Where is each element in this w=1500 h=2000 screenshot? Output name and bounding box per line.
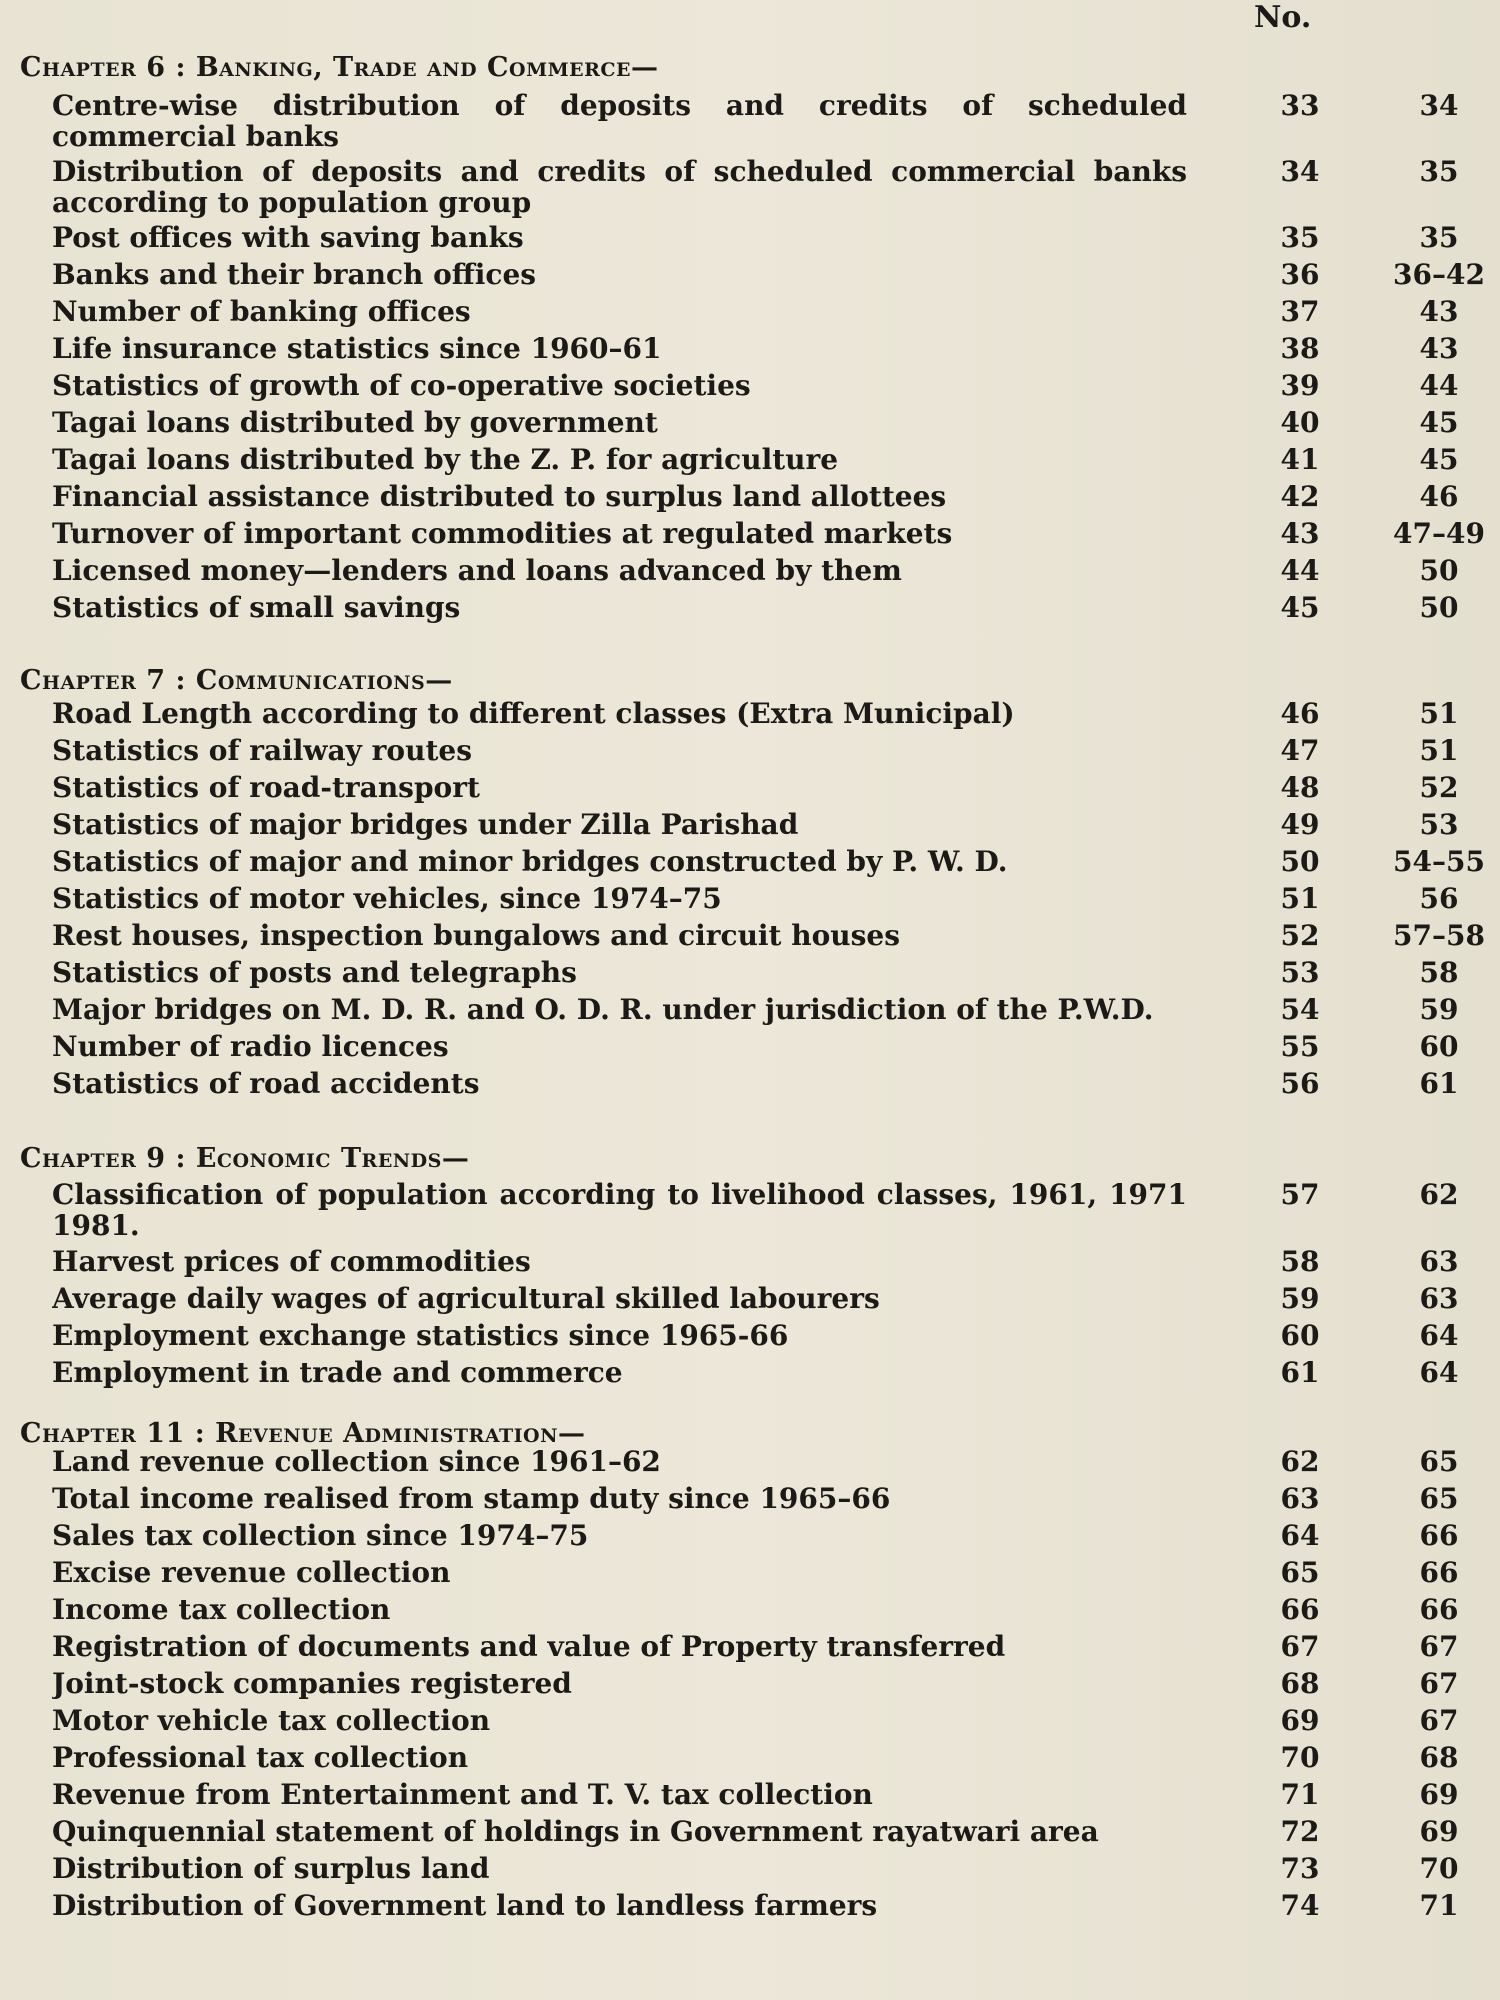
entry-text: Sales tax collection since 1974–75 (52, 1520, 589, 1551)
table-number: 56 (1280, 1067, 1320, 1100)
column-header: No. (1254, 0, 1312, 35)
list-item (0, 1283, 1500, 1320)
entry-text: Motor vehicle tax collection (52, 1705, 491, 1736)
chapter-title: Chapter 7 : Communications— (20, 665, 453, 696)
table-number: 42 (1280, 480, 1320, 513)
list-item (0, 1705, 1500, 1742)
list-item (0, 370, 1500, 407)
page-number: 67 (1419, 1704, 1459, 1737)
table-number: 62 (1280, 1445, 1320, 1478)
entry-text: Classification of population according to livelihood classes, 1961, 1971 1981. (52, 1179, 1187, 1241)
list-item (0, 1179, 1500, 1245)
entry-text: Statistics of road-transport (52, 772, 480, 803)
page-number: 44 (1419, 369, 1459, 402)
entry-text: Turnover of important commodities at regulated markets (52, 518, 953, 549)
list-item (0, 333, 1500, 370)
list-item (0, 846, 1500, 883)
table-number: 54 (1280, 993, 1320, 1026)
page-number: 58 (1419, 956, 1459, 989)
list-item (0, 1816, 1500, 1853)
entry-text: Financial assistance distributed to surplus land allottees (52, 481, 947, 512)
table-number: 46 (1280, 697, 1320, 730)
list-item (0, 407, 1500, 444)
entry-text: Road Length according to different classes (Extra Municipal) (52, 698, 1015, 729)
page-number: 67 (1419, 1630, 1459, 1663)
entry-text: Professional tax collection (52, 1742, 469, 1773)
list-item (0, 555, 1500, 592)
entry-text: Number of banking offices (52, 296, 471, 327)
entry-text: Major bridges on M. D. R. and O. D. R. under jurisdiction of the P.W.D. (52, 994, 1154, 1025)
entry-text: Statistics of growth of co-operative societies (52, 370, 751, 401)
entry-text: Harvest prices of commodities (52, 1246, 531, 1277)
page-number: 65 (1419, 1445, 1459, 1478)
table-number: 49 (1280, 808, 1320, 841)
entry-text: Life insurance statistics since 1960–61 (52, 333, 662, 364)
table-number: 65 (1280, 1556, 1320, 1589)
list-item (0, 772, 1500, 809)
table-number: 64 (1280, 1519, 1320, 1552)
entry-text: Employment exchange statistics since 1965-66 (52, 1320, 789, 1351)
page-number: 68 (1419, 1741, 1459, 1774)
entry-text: Statistics of railway routes (52, 735, 472, 766)
table-number: 73 (1280, 1852, 1320, 1885)
table-number: 47 (1280, 734, 1320, 767)
page-number: 35 (1419, 155, 1459, 188)
page-number: 51 (1419, 734, 1459, 767)
list-item (0, 259, 1500, 296)
page-number: 57–58 (1393, 919, 1485, 952)
table-number: 38 (1280, 332, 1320, 365)
entry-text: Tagai loans distributed by the Z. P. for agriculture (52, 444, 839, 475)
list-item (0, 592, 1500, 629)
list-item (0, 1357, 1500, 1394)
entry-text: Tagai loans distributed by government (52, 407, 658, 438)
page-number: 62 (1419, 1178, 1459, 1211)
list-item (0, 1320, 1500, 1357)
list-item (0, 1557, 1500, 1594)
page-number: 67 (1419, 1667, 1459, 1700)
entry-text: Post offices with saving banks (52, 222, 524, 253)
table-number: 55 (1280, 1030, 1320, 1063)
entry-text: Statistics of road accidents (52, 1068, 480, 1099)
page-number: 36–42 (1393, 258, 1485, 291)
list-item (0, 296, 1500, 333)
chapter-title: Chapter 11 : Revenue Administration— (20, 1418, 586, 1449)
page-number: 54–55 (1393, 845, 1485, 878)
page-number: 52 (1419, 771, 1459, 804)
list-item (0, 518, 1500, 555)
list-item (0, 1742, 1500, 1779)
page-number: 47–49 (1393, 517, 1485, 550)
entry-text: Statistics of posts and telegraphs (52, 957, 577, 988)
entry-text: Distribution of Government land to landless farmers (52, 1890, 878, 1921)
table-number: 58 (1280, 1245, 1320, 1278)
list-item (0, 156, 1500, 222)
table-number: 48 (1280, 771, 1320, 804)
entry-text: Land revenue collection since 1961–62 (52, 1446, 661, 1477)
page-number: 34 (1419, 89, 1459, 122)
page-number: 59 (1419, 993, 1459, 1026)
entry-text: Income tax collection (52, 1594, 391, 1625)
page-number: 66 (1419, 1593, 1459, 1626)
page-number: 65 (1419, 1482, 1459, 1515)
entry-text: Statistics of major bridges under Zilla Parishad (52, 809, 799, 840)
table-number: 37 (1280, 295, 1320, 328)
list-item (0, 1031, 1500, 1068)
table-number: 59 (1280, 1282, 1320, 1315)
table-number: 53 (1280, 956, 1320, 989)
table-number: 63 (1280, 1482, 1320, 1515)
table-number: 72 (1280, 1815, 1320, 1848)
page-number: 56 (1419, 882, 1459, 915)
entry-text: Rest houses, inspection bungalows and circuit houses (52, 920, 900, 951)
table-number: 35 (1280, 221, 1320, 254)
page-number: 71 (1419, 1889, 1459, 1922)
entry-text: Banks and their branch offices (52, 259, 537, 290)
page-number: 43 (1419, 332, 1459, 365)
table-number: 40 (1280, 406, 1320, 439)
entry-text: Revenue from Entertainment and T. V. tax collection (52, 1779, 873, 1810)
entry-text: Statistics of major and minor bridges constructed by P. W. D. (52, 846, 1008, 877)
list-item (0, 481, 1500, 518)
list-item (0, 1246, 1500, 1283)
list-item (0, 1668, 1500, 1705)
entry-text: Statistics of motor vehicles, since 1974–75 (52, 883, 722, 914)
table-number: 44 (1280, 554, 1320, 587)
table-number: 51 (1280, 882, 1320, 915)
list-item (0, 90, 1500, 156)
entry-text: Excise revenue collection (52, 1557, 451, 1588)
list-item (0, 883, 1500, 920)
page-number: 43 (1419, 295, 1459, 328)
list-item (0, 1446, 1500, 1483)
table-number: 61 (1280, 1356, 1320, 1389)
table-number: 43 (1280, 517, 1320, 550)
page-number: 69 (1419, 1778, 1459, 1811)
entry-text: Employment in trade and commerce (52, 1357, 623, 1388)
entry-text: Joint-stock companies registered (52, 1668, 572, 1699)
page-number: 64 (1419, 1356, 1459, 1389)
page-number: 61 (1419, 1067, 1459, 1100)
list-item (0, 1520, 1500, 1557)
list-item (0, 444, 1500, 481)
page-number: 63 (1419, 1282, 1459, 1315)
table-number: 74 (1280, 1889, 1320, 1922)
entry-text: Average daily wages of agricultural skilled labourers (52, 1283, 880, 1314)
page-number: 46 (1419, 480, 1459, 513)
table-number: 66 (1280, 1593, 1320, 1626)
entry-text: Total income realised from stamp duty since 1965–66 (52, 1483, 891, 1514)
table-number: 41 (1280, 443, 1320, 476)
list-item (0, 1594, 1500, 1631)
page-number: 64 (1419, 1319, 1459, 1352)
page-number: 69 (1419, 1815, 1459, 1848)
page-number: 66 (1419, 1519, 1459, 1552)
table-number: 39 (1280, 369, 1320, 402)
page-number: 53 (1419, 808, 1459, 841)
page-number: 35 (1419, 221, 1459, 254)
page-number: 50 (1419, 591, 1459, 624)
list-item (0, 1483, 1500, 1520)
table-number: 50 (1280, 845, 1320, 878)
page-number: 50 (1419, 554, 1459, 587)
page-number: 51 (1419, 697, 1459, 730)
table-number: 70 (1280, 1741, 1320, 1774)
list-item (0, 1631, 1500, 1668)
table-number: 33 (1280, 89, 1320, 122)
list-item (0, 957, 1500, 994)
table-number: 45 (1280, 591, 1320, 624)
table-number: 67 (1280, 1630, 1320, 1663)
page-number: 70 (1419, 1852, 1459, 1885)
chapter-title: Chapter 6 : Banking, Trade and Commerce— (20, 52, 659, 83)
list-item (0, 1779, 1500, 1816)
entry-text: Distribution of surplus land (52, 1853, 490, 1884)
table-number: 52 (1280, 919, 1320, 952)
page-number: 63 (1419, 1245, 1459, 1278)
page-number: 45 (1419, 443, 1459, 476)
list-item (0, 1853, 1500, 1890)
table-number: 69 (1280, 1704, 1320, 1737)
list-item (0, 698, 1500, 735)
page-number: 45 (1419, 406, 1459, 439)
table-number: 60 (1280, 1319, 1320, 1352)
list-item (0, 222, 1500, 259)
list-item (0, 1890, 1500, 1927)
list-item (0, 735, 1500, 772)
entry-text: Registration of documents and value of Property transferred (52, 1631, 1006, 1662)
list-item (0, 994, 1500, 1031)
entry-text: Number of radio licences (52, 1031, 449, 1062)
page-number: 66 (1419, 1556, 1459, 1589)
table-number: 57 (1280, 1178, 1320, 1211)
table-number: 71 (1280, 1778, 1320, 1811)
entry-text: Licensed money—lenders and loans advanced by them (52, 555, 902, 586)
entry-text: Statistics of small savings (52, 592, 461, 623)
list-item (0, 920, 1500, 957)
table-number: 68 (1280, 1667, 1320, 1700)
entry-text: Centre-wise distribution of deposits and credits of scheduled commercial banks (52, 90, 1187, 152)
table-number: 34 (1280, 155, 1320, 188)
chapter-title: Chapter 9 : Economic Trends— (20, 1143, 470, 1174)
list-item (0, 1068, 1500, 1105)
entry-text: Quinquennial statement of holdings in Government rayatwari area (52, 1816, 1099, 1847)
table-number: 36 (1280, 258, 1320, 291)
page-number: 60 (1419, 1030, 1459, 1063)
list-item (0, 809, 1500, 846)
entry-text: Distribution of deposits and credits of scheduled commercial banks according to population group (52, 156, 1187, 218)
